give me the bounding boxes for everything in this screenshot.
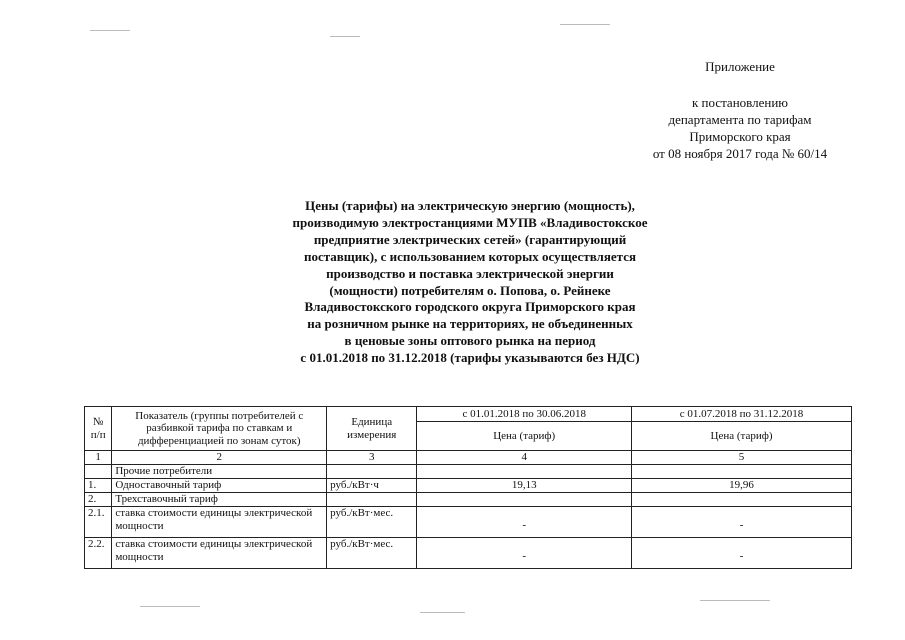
row-indicator: ставка стоимости единицы электрической мощности [112, 507, 327, 538]
scan-noise [420, 612, 465, 613]
header-num: № п/п [85, 407, 112, 451]
empty-cell [85, 465, 112, 479]
title-line: предприятие электрических сетей» (гарантирующий [313, 231, 627, 247]
appendix-title: Приложение [705, 59, 775, 74]
title-line: производимую электростанциями МУПВ «Владивостокское [292, 214, 648, 230]
title-line: (мощности) потребителям о. Попова, о. Рейнеке [329, 282, 611, 298]
group-label: Прочие потребители [112, 465, 327, 479]
empty-cell [327, 465, 417, 479]
header-period-2: с 01.07.2018 по 31.12.2018 [632, 407, 852, 422]
row-indicator: Одноставочный тариф [112, 479, 327, 493]
appendix-line-1: к постановлению [691, 95, 789, 110]
header-unit: Единица измерения [327, 407, 417, 451]
header-price-2: Цена (тариф) [632, 422, 852, 451]
header-indicator: Показатель (группы потребителей с разбивкой тарифа по ставкам и дифференциацией по зонам суток) [112, 407, 327, 451]
appendix-block [600, 58, 880, 162]
title-line: на розничном рынке на территориях, не объединенных [307, 316, 633, 332]
row-indicator: ставка стоимости единицы электрической мощности [112, 538, 327, 569]
column-number: 4 [417, 451, 632, 465]
row-price-2: 19,96 [632, 479, 852, 493]
appendix-line-3: Приморского края [689, 129, 791, 144]
scan-noise [700, 600, 770, 601]
row-price-2 [632, 493, 852, 507]
appendix-line-4: от 08 ноября 2017 года № 60/14 [652, 146, 828, 161]
title-line: в ценовые зоны оптового рынка на период [344, 333, 596, 349]
document-title [250, 198, 690, 367]
row-price-1 [417, 493, 632, 507]
row-price-1 [417, 538, 632, 569]
appendix-line-2: департамента по тарифам [668, 112, 812, 127]
spacer [600, 75, 880, 94]
header-price-1: Цена (тариф) [417, 422, 632, 451]
row-price-2 [632, 507, 852, 538]
header-period-1: с 01.01.2018 по 30.06.2018 [417, 407, 632, 422]
row-num: 2.2. [85, 538, 112, 569]
title-line: с 01.01.2018 по 31.12.2018 (тарифы указываются без НДС) [300, 350, 640, 366]
dash-value: - [522, 549, 527, 562]
table-row [85, 479, 852, 493]
row-indicator: Трехставочный тариф [112, 493, 327, 507]
row-num: 2.1. [85, 507, 112, 538]
column-number: 2 [112, 451, 327, 465]
row-unit: руб./кВт·ч [327, 479, 417, 493]
dash-value: - [739, 549, 744, 562]
scan-noise [90, 30, 130, 31]
column-number: 3 [327, 451, 417, 465]
dash-value: - [522, 518, 527, 531]
tariff-table [84, 406, 852, 569]
empty-cell [632, 465, 852, 479]
column-number-row [85, 451, 852, 465]
column-number: 1 [85, 451, 112, 465]
row-num: 2. [85, 493, 112, 507]
row-price-2 [632, 538, 852, 569]
scan-noise [140, 606, 200, 607]
group-row [85, 465, 852, 479]
scan-noise [330, 36, 360, 37]
row-num: 1. [85, 479, 112, 493]
column-number: 5 [632, 451, 852, 465]
table-row [85, 493, 852, 507]
empty-cell [417, 465, 632, 479]
title-line: Владивостокского городского округа Приморского края [304, 299, 636, 315]
title-line: производство и поставка электрической энергии [326, 265, 614, 281]
row-unit [327, 493, 417, 507]
scan-noise [560, 24, 610, 25]
row-unit: руб./кВт·мес. [327, 507, 417, 538]
row-unit: руб./кВт·мес. [327, 538, 417, 569]
table-header-row [85, 407, 852, 422]
table-row [85, 507, 852, 538]
table-row [85, 538, 852, 569]
title-line: Цены (тарифы) на электрическую энергию (мощность), [305, 198, 635, 213]
title-line: поставщик), с использованием которых осуществляется [303, 248, 637, 264]
row-price-1: 19,13 [417, 479, 632, 493]
dash-value: - [739, 518, 744, 531]
row-price-1 [417, 507, 632, 538]
